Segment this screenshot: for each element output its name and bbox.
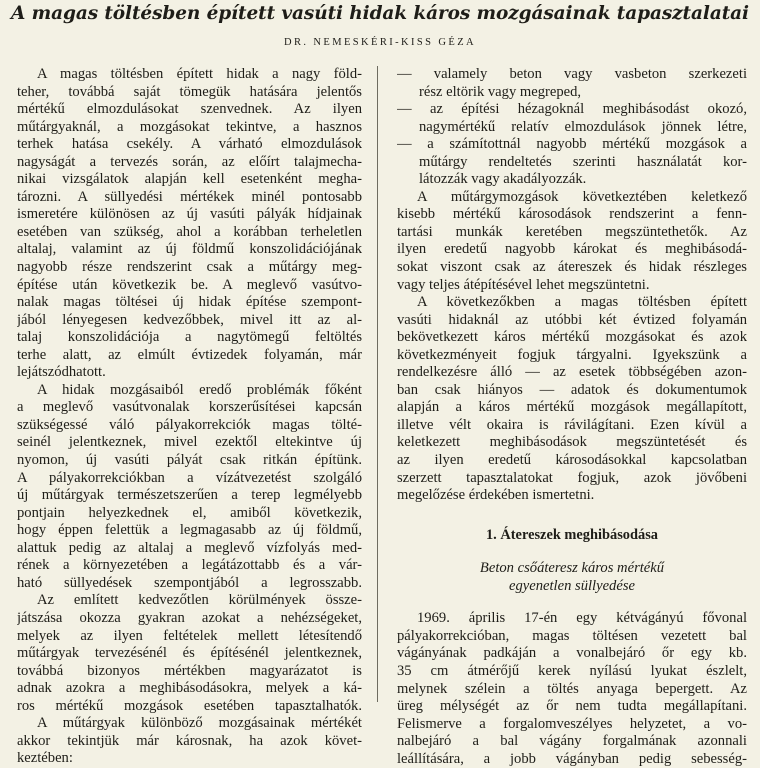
text-line: ban csak hiányos — adatok és dokumentumok	[397, 381, 747, 398]
text-line: akkor tekintjük már károsnak, ha azok követ-	[17, 732, 362, 749]
text-line: — az építési hézagoknál meghibásodást okozó,	[397, 101, 747, 118]
text-line: nagymértékű relatív elmozdulások jönnek létre,	[419, 118, 747, 135]
text-line: vágányának padkáján a vonalbejáró őr egy kb.	[397, 645, 747, 662]
text-line: A következőkben a magas töltésben épített	[417, 294, 747, 311]
column-divider	[377, 66, 378, 702]
text-line: 1969. április 17-én egy kétvágányú fővonal	[417, 610, 747, 627]
spacer	[397, 505, 747, 527]
text-line: Felismerve a forgalomveszélyes helyzetet, a vo-	[397, 715, 747, 732]
spacer	[397, 544, 747, 560]
text-line: műtárgyaknál, a mozgásokat tekintve, a hasznos	[17, 118, 362, 135]
text-line: építése után következik be. A meglevő vasútvo-	[17, 276, 362, 293]
text-line: kisebb mértékű károsodások rendszerint a fenn-	[397, 206, 747, 223]
text-line: ismeretére különösen az új vasúti pályák hídjainak	[17, 206, 362, 223]
text-line: a meglevő vasútvonalak korszerűsítései kapcsán	[17, 399, 362, 416]
text-line: A magas töltésben épített hidak a nagy föld-	[37, 66, 362, 82]
text-line: keztében:	[17, 750, 73, 767]
text-line: nalbejáró a bal vágány forgalmának azonnali	[397, 733, 747, 750]
right-column-section-text	[397, 610, 747, 768]
text-line: altalaj, valamint az új földmű konszolidációjának	[17, 241, 362, 258]
text-line: bekövetkezett káros mértékű mozgásokat és azok	[397, 329, 747, 346]
text-line: leállítására, a jobb vágányban pedig sebesség-	[397, 750, 747, 767]
text-line: sokat viszont csak az átereszek és hidak részleges	[397, 259, 747, 276]
right-text-column	[397, 66, 747, 768]
text-line: ros mértékű mozgások esetében tapasztalhatók.	[17, 697, 362, 714]
section-subheading: egyenetlen süllyedése	[508, 577, 635, 594]
text-line: jából lényegesen kedvezőbbek, mivel itt az al-	[17, 311, 362, 328]
text-line: játszása okozza gyakran azokat a nehézségeket,	[17, 609, 362, 626]
section-heading: 1. Átereszek meghibásodása	[485, 526, 658, 543]
section-subheading: Beton csőáteresz káros mértékű	[479, 560, 665, 577]
text-line: ható süllyedések szempontjából a legrosszabb.	[17, 574, 362, 591]
article-title: A magas töltésben épített vasúti hidak káros mozgásainak tapasztalatai	[11, 3, 749, 24]
text-line: terhek hatása csekély. A várható elmozdulások	[17, 136, 362, 153]
text-line: A műtárgyak különböző mozgásainak mértékét	[37, 715, 362, 732]
text-line: A hidak mozgásaiból eredő problémák főként	[37, 381, 362, 398]
text-line: melyek az ilyen feltételek mellett létesítendő	[17, 627, 362, 644]
text-line: vasúti hidaknál az utóbbi két évtized folyamán	[397, 311, 747, 328]
text-line: esetében van szükség, ahol a korábban terheletlen	[17, 223, 362, 240]
text-line: az ilyen eredetű károsodásokkal kapcsolatban	[397, 452, 747, 469]
text-line: új műtárgyak természetszerűen a terep legmélyebb	[17, 487, 362, 504]
text-line: melynek szélein a töltés anyaga bepergett. Az	[397, 680, 747, 697]
text-line: keletkezett meghibásodások megszüntetését és	[397, 434, 747, 451]
text-line: szerzett tapasztalatokat fogjuk, azok jövőbeni	[397, 469, 747, 486]
text-line: tározni. A süllyedési mértékek minél pontosabb	[17, 188, 362, 205]
text-line: megelőzése érdekében ismertetni.	[397, 487, 595, 504]
text-line: terhe alatt, az elmúlt évtizedek folyamán, már	[17, 346, 362, 363]
text-line: illetve vélt okaira is rávilágítani. Ezen kívül a	[397, 416, 747, 433]
text-line: hogy éppen felettük a legmagasabb az új földmű,	[17, 522, 362, 539]
right-column-intro	[397, 66, 747, 505]
text-line: látozzák vagy akadályozzák.	[419, 171, 587, 188]
text-line: nikai vizsgálatok alapján kell esetenként megha-	[17, 171, 362, 188]
text-line: nagyobb része rendszerint csak a műtárgy meg-	[17, 259, 362, 276]
text-line: tartási munkák keretében megszüntethetők. Az	[397, 223, 747, 240]
text-line: szükségessé váló pályakorrekciók magas tölté-	[17, 416, 362, 433]
text-line: vagy teljes átépítésével lehet megszüntetni.	[397, 276, 650, 293]
text-line: nalak magas töltései új hidak építése szempont-	[17, 294, 362, 311]
text-line: rének a környezetében a legátázottabb és a vár-	[17, 557, 362, 574]
text-line: 35 cm átmérőjű kerek nyílású lyukat észlelt,	[397, 662, 747, 679]
text-line: alattuk pedig az altalaj a meglevő vízfolyás med-	[17, 539, 362, 556]
text-line: A pályakorrekciókban a vízátvezetést szolgáló	[17, 469, 362, 486]
text-line: — a számítottnál nagyobb mértékű mozgások a	[397, 136, 747, 153]
article-author: DR. NEMESKÉRI-KISS GÉZA	[284, 37, 476, 48]
text-line: nagyságát a tervezés során, az előírt talajmecha-	[17, 153, 362, 170]
spacer	[397, 595, 747, 610]
text-line: ilyen eredetű nagyobb károkat és meghibásodá-	[397, 241, 747, 258]
text-line: üreg mélységét az őr nem tudta megállapítani.	[397, 698, 747, 715]
text-line: seinél jelentkeznek, mivel ezektől eltekintve új	[17, 434, 362, 451]
text-line: műtárgyak tervezésénél és építésénél jelentkeznek,	[17, 645, 362, 662]
text-line: — valamely beton vagy vasbeton szerkezeti	[397, 66, 747, 82]
text-line: műtárgy rendeltetés szerinti használatát kor-	[419, 153, 747, 170]
text-line: pontjain helyezkednek el, amiből következik,	[17, 504, 362, 521]
text-line: talaj konszolidációja a nagytömegű feltöltés	[17, 329, 362, 346]
left-text-column	[17, 66, 362, 768]
text-line: következményeit fogjuk tárgyalni. Igyekszünk a	[397, 346, 747, 363]
text-line: Az említett kedvezőtlen körülmények össze-	[37, 592, 362, 609]
text-line: teher, továbbá saját tömegük hatására jelentős	[17, 83, 362, 100]
text-line: A műtárgymozgások következtében keletkező	[417, 188, 747, 205]
text-line: pályakorrekcióban, magas töltésen vezetett bal	[397, 627, 747, 644]
text-line: alapján a káros mértékű mozgások megállapított,	[397, 399, 747, 416]
text-line: adnak azokra a meghibásodásokra, melyek a ká-	[17, 680, 362, 697]
text-line: nyomon, új vasúti pályát csak ritkán építünk.	[17, 452, 362, 469]
text-line: rendelkezésre álló — az esetek többségében azon-	[397, 364, 747, 381]
text-line: rész eltörik vagy megreped,	[419, 83, 582, 100]
text-line: továbbá bizonyos mértékben magyarázatot is	[17, 662, 362, 679]
text-line: mértékű elmozdulásokat szenvednek. Az ilyen	[17, 101, 362, 118]
text-line: lejátszódhatott.	[17, 364, 106, 381]
